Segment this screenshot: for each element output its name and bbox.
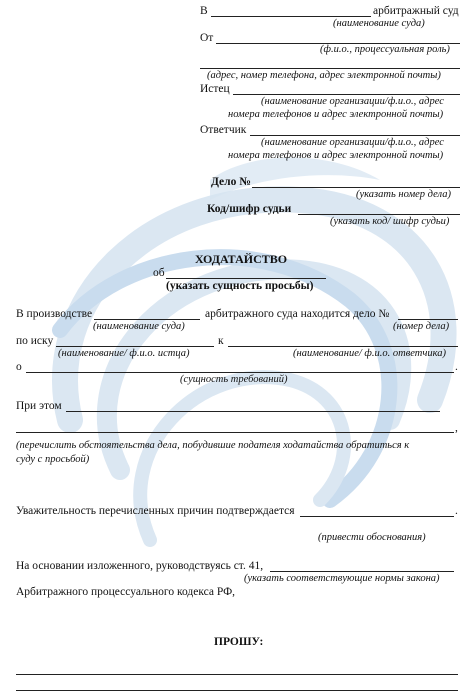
claimant-hint: (наименование/ ф.и.о. истца): [58, 348, 190, 359]
defendant-input-line[interactable]: [250, 135, 460, 136]
plaintiff-input-line[interactable]: [233, 94, 460, 95]
court-prefix: В: [200, 5, 208, 17]
court-name-line[interactable]: [94, 319, 200, 320]
claims-line[interactable]: [26, 372, 454, 373]
defendant-hint-1: (наименование организации/ф.и.о., адрес: [261, 137, 444, 148]
circumstances-hint-2: суду с просьбой): [16, 454, 90, 465]
judge-input-line[interactable]: [298, 214, 460, 215]
address-input-line[interactable]: [200, 68, 460, 69]
claims-period: .: [455, 361, 458, 373]
claims-hint: (сущность требований): [180, 374, 288, 385]
case-hint: (указать номер дела): [356, 189, 451, 200]
code-text: Арбитражного процессуального кодекса РФ,: [16, 586, 236, 598]
based-text: На основании изложенного, руководствуясь ст. 41,: [16, 560, 264, 572]
circumstances-line-2[interactable]: [16, 432, 454, 433]
plaintiff-hint-2: номера телефонов и адрес электронной почты): [228, 109, 444, 120]
from-hint: (ф.и.о., процессуальная роль): [320, 44, 450, 55]
plaintiff-label: Истец: [200, 83, 230, 95]
request-line-2[interactable]: [16, 690, 458, 691]
about-prefix: об: [153, 267, 165, 279]
request-heading: ПРОШУ:: [214, 636, 264, 648]
defendant-hint-2: номера телефонов и адрес электронной почты): [228, 150, 444, 161]
claims-prefix: о: [16, 361, 22, 373]
circumstances-hint-1: (перечислить обстоятельства дела, побудившие подателя ходатайства обратиться к: [16, 440, 410, 451]
court-input-line[interactable]: [211, 16, 371, 17]
case-label: Дело №: [211, 176, 251, 188]
norms-line[interactable]: [270, 571, 454, 572]
request-essence-line[interactable]: [166, 278, 326, 279]
validity-text: Уважительность перечисленных причин подтверждается: [16, 505, 295, 517]
claim-middle: к: [218, 335, 224, 347]
case-number-line[interactable]: [398, 319, 458, 320]
plaintiff-hint-1: (наименование организации/ф.и.о., адрес: [261, 96, 444, 107]
judge-label: Код/шифр судьи: [207, 203, 292, 215]
circumstances-line-1[interactable]: [66, 411, 440, 412]
court-suffix: арбитражный суд: [373, 5, 459, 17]
judge-hint: (указать код/ шифр судьи): [330, 216, 450, 227]
norms-hint: (указать соответствующие нормы закона): [244, 573, 440, 584]
claimant-line[interactable]: [56, 346, 214, 347]
grounds-hint: (привести обоснования): [318, 532, 426, 543]
case-input-line[interactable]: [252, 187, 460, 188]
grounds-line[interactable]: [300, 516, 454, 517]
request-essence-hint: (указать сущность просьбы): [166, 280, 314, 292]
court-name-hint: (наименование суда): [93, 321, 185, 332]
case-number-hint: (номер дела): [393, 321, 450, 332]
moreover-text: При этом: [16, 400, 62, 412]
validity-period: .: [455, 505, 458, 517]
document-title: ХОДАТАЙСТВО: [195, 252, 288, 266]
address-hint: (адрес, номер телефона, адрес электронной почты): [207, 70, 441, 81]
from-prefix: От: [200, 32, 214, 44]
respondent-line[interactable]: [228, 346, 458, 347]
production-text-1: В производстве: [16, 308, 93, 320]
defendant-label: Ответчик: [200, 124, 247, 136]
circumstances-comma: ,: [455, 422, 458, 434]
respondent-hint: (наименование/ ф.и.о. ответчика): [293, 348, 447, 359]
court-hint: (наименование суда): [333, 18, 425, 29]
production-text-2: арбитражного суда находится дело №: [205, 308, 390, 320]
request-line-1[interactable]: [16, 674, 458, 675]
claim-prefix: по иску: [16, 335, 54, 347]
